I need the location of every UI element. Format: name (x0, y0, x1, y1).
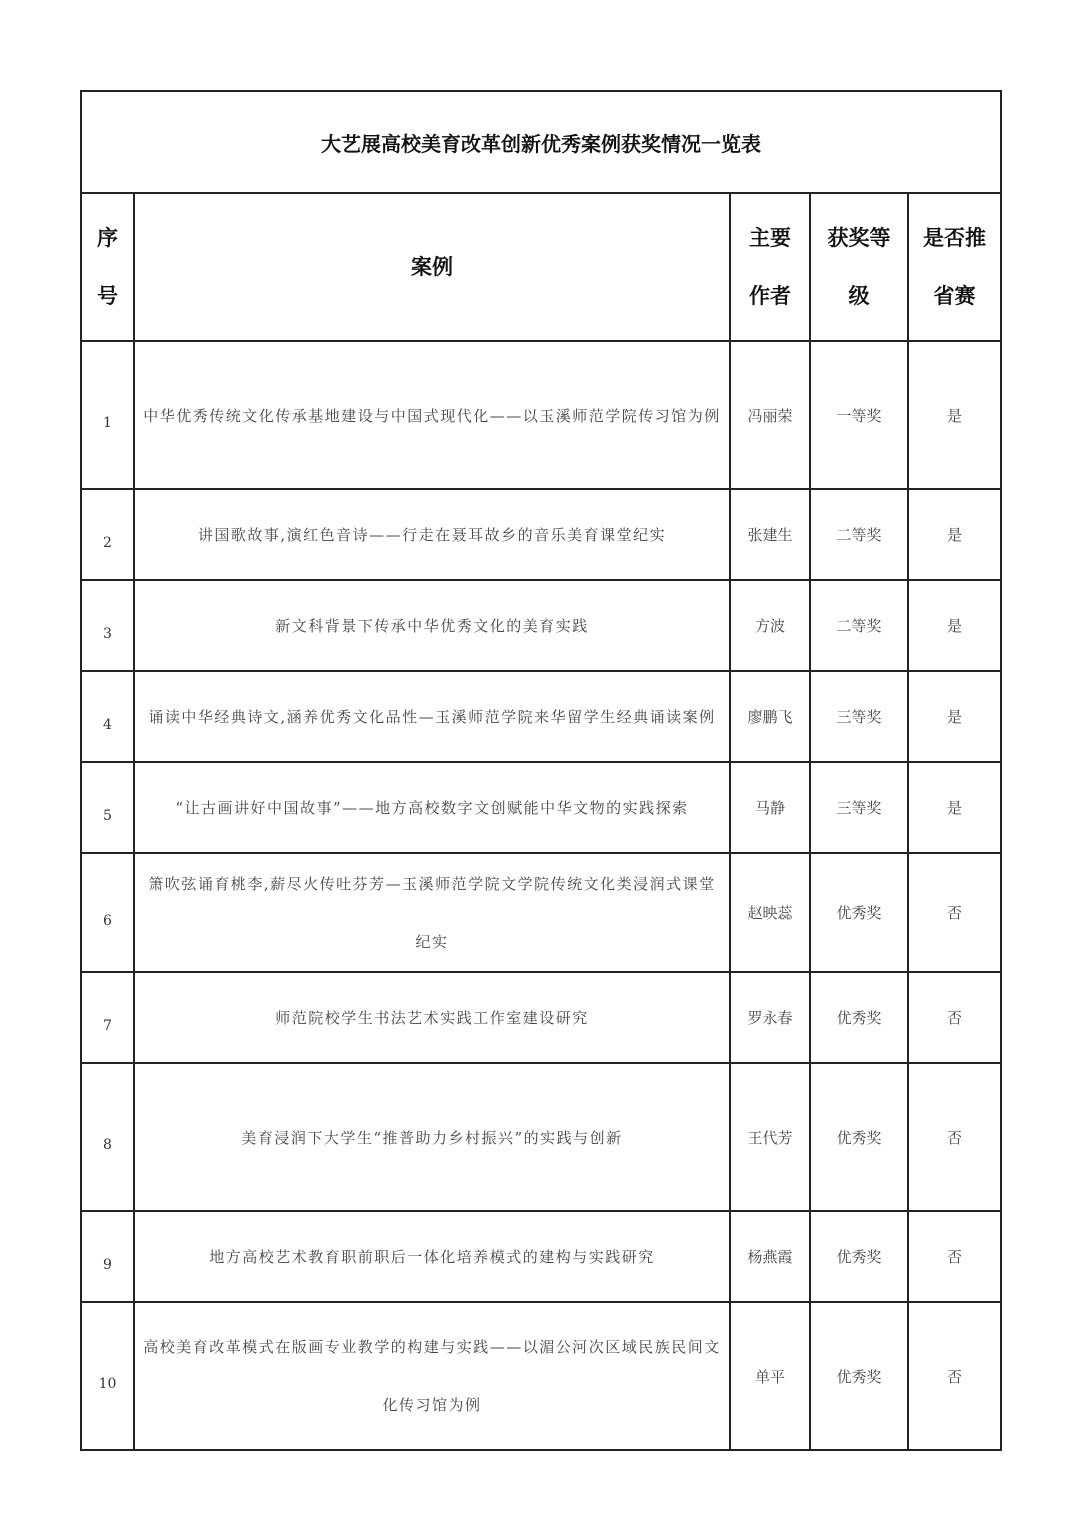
row-case: 地方高校艺术教育职前职后一体化培养模式的建构与实践研究 (134, 1211, 730, 1302)
row-author: 罗永春 (730, 972, 810, 1063)
row-author: 马静 (730, 762, 810, 853)
row-recommend: 否 (908, 1211, 1001, 1302)
row-case: “让古画讲好中国故事”——地方高校数字文创赋能中华文物的实践探索 (134, 762, 730, 853)
row-index: 9 (81, 1211, 134, 1302)
row-grade: 二等奖 (810, 489, 908, 580)
header-recommend: 是否推 省赛 (908, 193, 1001, 341)
header-case: 案例 (134, 193, 730, 341)
row-author: 王代芳 (730, 1063, 810, 1211)
row-index: 8 (81, 1063, 134, 1211)
row-author: 廖鹏飞 (730, 671, 810, 762)
row-case: 讲国歌故事,演红色音诗——行走在聂耳故乡的音乐美育课堂纪实 (134, 489, 730, 580)
row-case: 新文科背景下传承中华优秀文化的美育实践 (134, 580, 730, 671)
row-index: 3 (81, 580, 134, 671)
table-row (81, 671, 1001, 762)
table-row (81, 341, 1001, 489)
table-row (81, 489, 1001, 580)
row-recommend: 是 (908, 671, 1001, 762)
row-grade: 优秀奖 (810, 1211, 908, 1302)
row-grade: 优秀奖 (810, 972, 908, 1063)
row-author: 方波 (730, 580, 810, 671)
row-index: 6 (81, 853, 134, 972)
row-grade: 优秀奖 (810, 853, 908, 972)
row-case: 中华优秀传统文化传承基地建设与中国式现代化——以玉溪师范学院传习馆为例 (134, 341, 730, 489)
table-row (81, 762, 1001, 853)
award-table (80, 90, 1002, 1451)
row-recommend: 是 (908, 762, 1001, 853)
row-index: 2 (81, 489, 134, 580)
document-page (80, 90, 1000, 1451)
row-recommend: 否 (908, 972, 1001, 1063)
row-case: 师范院校学生书法艺术实践工作室建设研究 (134, 972, 730, 1063)
table-row (81, 1302, 1001, 1450)
row-grade: 优秀奖 (810, 1302, 908, 1450)
row-grade: 优秀奖 (810, 1063, 908, 1211)
row-author: 冯丽荣 (730, 341, 810, 489)
header-grade: 获奖等 级 (810, 193, 908, 341)
row-index: 1 (81, 341, 134, 489)
row-grade: 三等奖 (810, 671, 908, 762)
row-index: 4 (81, 671, 134, 762)
row-grade: 三等奖 (810, 762, 908, 853)
row-case: 美育浸润下大学生“推普助力乡村振兴”的实践与创新 (134, 1063, 730, 1211)
row-author: 张建生 (730, 489, 810, 580)
row-grade: 一等奖 (810, 341, 908, 489)
table-title: 大艺展高校美育改革创新优秀案例获奖情况一览表 (81, 91, 1001, 193)
row-index: 10 (81, 1302, 134, 1450)
row-case: 箫吹弦诵育桃李,薪尽火传吐芬芳—玉溪师范学院文学院传统文化类浸润式课堂 纪实 (134, 853, 730, 972)
row-author: 赵映蕊 (730, 853, 810, 972)
row-recommend: 否 (908, 1302, 1001, 1450)
row-recommend: 否 (908, 853, 1001, 972)
row-grade: 二等奖 (810, 580, 908, 671)
header-author: 主要 作者 (730, 193, 810, 341)
row-recommend: 是 (908, 489, 1001, 580)
row-author: 单平 (730, 1302, 810, 1450)
row-index: 5 (81, 762, 134, 853)
table-row (81, 1063, 1001, 1211)
row-case: 高校美育改革模式在版画专业教学的构建与实践——以湄公河次区域民族民间文 化传习馆为例 (134, 1302, 730, 1450)
table-row (81, 972, 1001, 1063)
header-row (81, 193, 1001, 341)
row-recommend: 是 (908, 341, 1001, 489)
table-row (81, 1211, 1001, 1302)
table-row (81, 580, 1001, 671)
row-author: 杨燕霞 (730, 1211, 810, 1302)
row-recommend: 是 (908, 580, 1001, 671)
header-index: 序 号 (81, 193, 134, 341)
row-recommend: 否 (908, 1063, 1001, 1211)
table-row (81, 853, 1001, 972)
row-case: 诵读中华经典诗文,涵养优秀文化品性—玉溪师范学院来华留学生经典诵读案例 (134, 671, 730, 762)
row-index: 7 (81, 972, 134, 1063)
